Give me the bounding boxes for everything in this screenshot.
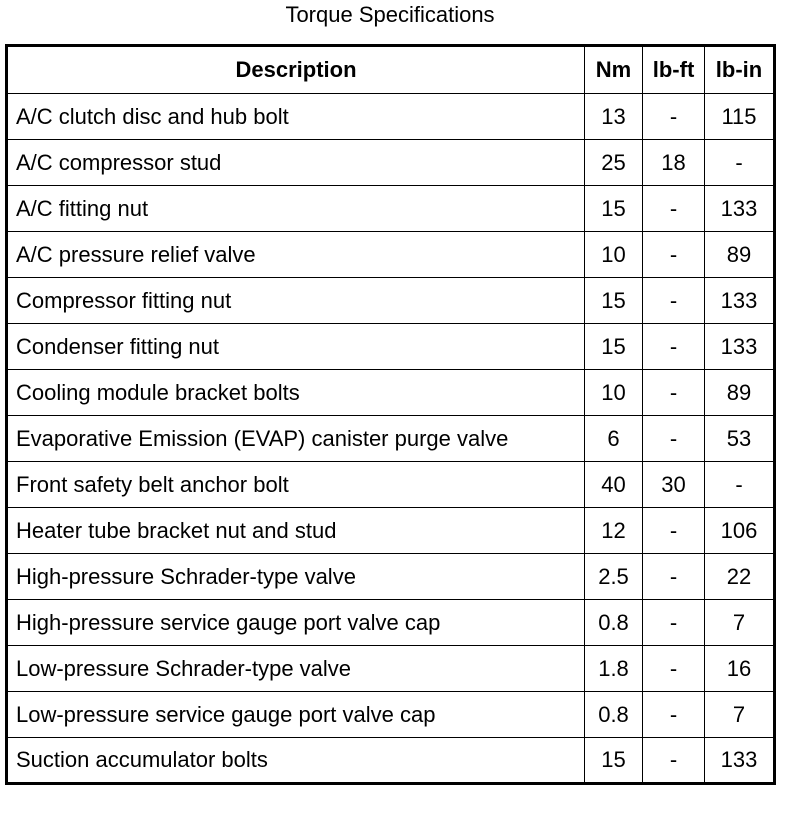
cell-nm: 0.8 — [585, 600, 643, 646]
cell-nm: 13 — [585, 94, 643, 140]
cell-nm: 0.8 — [585, 692, 643, 738]
cell-nm: 10 — [585, 232, 643, 278]
cell-lbin: 7 — [705, 600, 775, 646]
torque-spec-table — [5, 44, 776, 785]
cell-description: Evaporative Emission (EVAP) canister purge valve — [7, 416, 585, 462]
table-row — [7, 232, 775, 278]
cell-description: A/C fitting nut — [7, 186, 585, 232]
cell-nm: 1.8 — [585, 646, 643, 692]
cell-lbft: 18 — [643, 140, 705, 186]
cell-lbin: 133 — [705, 278, 775, 324]
cell-lbft: - — [643, 554, 705, 600]
cell-lbin: 115 — [705, 94, 775, 140]
cell-nm: 15 — [585, 324, 643, 370]
cell-lbin: 89 — [705, 370, 775, 416]
table-row — [7, 462, 775, 508]
header-lbft: lb-ft — [643, 46, 705, 94]
cell-description: Cooling module bracket bolts — [7, 370, 585, 416]
cell-description: Compressor fitting nut — [7, 278, 585, 324]
cell-lbin: 7 — [705, 692, 775, 738]
table-row — [7, 692, 775, 738]
cell-lbft: - — [643, 600, 705, 646]
header-description: Description — [7, 46, 585, 94]
cell-lbft: - — [643, 186, 705, 232]
cell-lbin: 133 — [705, 186, 775, 232]
cell-description: Condenser fitting nut — [7, 324, 585, 370]
cell-description: A/C clutch disc and hub bolt — [7, 94, 585, 140]
cell-lbin: 89 — [705, 232, 775, 278]
cell-lbin: - — [705, 462, 775, 508]
cell-description: High-pressure Schrader-type valve — [7, 554, 585, 600]
cell-lbin: 106 — [705, 508, 775, 554]
table-row — [7, 370, 775, 416]
cell-lbin: 22 — [705, 554, 775, 600]
cell-lbin: 133 — [705, 324, 775, 370]
cell-lbin: - — [705, 140, 775, 186]
cell-lbin: 53 — [705, 416, 775, 462]
cell-lbft: - — [643, 324, 705, 370]
table-row — [7, 416, 775, 462]
cell-description: Suction accumulator bolts — [7, 738, 585, 784]
cell-nm: 15 — [585, 738, 643, 784]
table-row — [7, 278, 775, 324]
cell-lbin: 133 — [705, 738, 775, 784]
table-row — [7, 600, 775, 646]
page-title: Torque Specifications — [285, 2, 495, 27]
cell-nm: 2.5 — [585, 554, 643, 600]
cell-lbft: - — [643, 232, 705, 278]
cell-nm: 25 — [585, 140, 643, 186]
cell-lbft: 30 — [643, 462, 705, 508]
table-body — [7, 94, 775, 784]
cell-description: Low-pressure Schrader-type valve — [7, 646, 585, 692]
cell-description: Front safety belt anchor bolt — [7, 462, 585, 508]
header-lbin: lb-in — [705, 46, 775, 94]
cell-lbft: - — [643, 738, 705, 784]
cell-description: Heater tube bracket nut and stud — [7, 508, 585, 554]
cell-lbft: - — [643, 278, 705, 324]
table-row — [7, 186, 775, 232]
cell-lbft: - — [643, 692, 705, 738]
cell-nm: 40 — [585, 462, 643, 508]
cell-description: A/C compressor stud — [7, 140, 585, 186]
cell-lbft: - — [643, 646, 705, 692]
table-row — [7, 554, 775, 600]
table-row — [7, 94, 775, 140]
table-row — [7, 646, 775, 692]
table-row — [7, 324, 775, 370]
table-header-row — [7, 46, 775, 94]
cell-description: High-pressure service gauge port valve cap — [7, 600, 585, 646]
cell-lbft: - — [643, 94, 705, 140]
cell-lbft: - — [643, 370, 705, 416]
cell-nm: 6 — [585, 416, 643, 462]
cell-nm: 15 — [585, 278, 643, 324]
table-row — [7, 140, 775, 186]
cell-description: A/C pressure relief valve — [7, 232, 585, 278]
cell-nm: 10 — [585, 370, 643, 416]
table-row — [7, 508, 775, 554]
cell-nm: 12 — [585, 508, 643, 554]
cell-lbft: - — [643, 416, 705, 462]
header-nm: Nm — [585, 46, 643, 94]
cell-nm: 15 — [585, 186, 643, 232]
cell-lbft: - — [643, 508, 705, 554]
table-row — [7, 738, 775, 784]
cell-description: Low-pressure service gauge port valve cap — [7, 692, 585, 738]
cell-lbin: 16 — [705, 646, 775, 692]
